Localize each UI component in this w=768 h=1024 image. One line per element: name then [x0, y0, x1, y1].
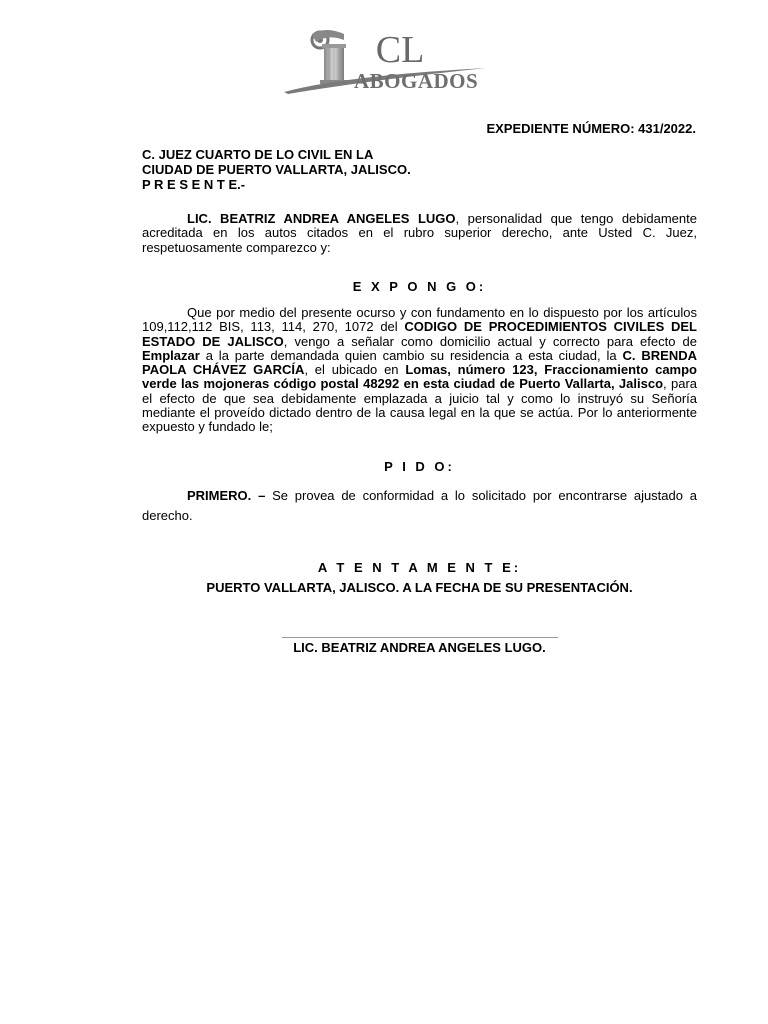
body-text: , el ubicado en [304, 362, 406, 378]
case-number: EXPEDIENTE NÚMERO: 431/2022. [486, 121, 696, 136]
addressee-line: C. JUEZ CUARTO DE LO CIVIL EN LA [142, 147, 374, 162]
closing-place: PUERTO VALLARTA, JALISCO. A LA FECHA DE SU PRESENTACIÓN. [206, 580, 633, 595]
primero-paragraph [142, 486, 697, 526]
body-bold: CODIGO DE PROCEDIMIENTOS CIVILES DEL ESTADO DE JALISCO [142, 319, 697, 349]
intro-paragraph [142, 212, 697, 255]
defendant-name: C. BRENDA PAOLA CHÁVEZ GARCÍA [142, 347, 697, 378]
addressee-line: CIUDAD DE PUERTO VALLARTA, JALISCO. [142, 162, 411, 177]
addressee-line: P R E S E N T E.- [142, 177, 246, 192]
body-text: a la parte demandada quien cambio su residencia a esta ciudad, la [199, 347, 623, 363]
body-paragraph [142, 306, 697, 435]
firm-logo [282, 28, 488, 94]
primero-text: Se provea de conformidad a lo solicitado por encontrarse ajustado a derecho. [142, 488, 698, 523]
addressee-block [142, 147, 411, 192]
signature-name: LIC. BEATRIZ ANDREA ANGELES LUGO. [293, 640, 546, 655]
primero-label: PRIMERO. – [187, 488, 266, 503]
expongo-heading: E X P O N G O: [352, 279, 487, 294]
logo-monogram: CL [375, 29, 425, 71]
defendant-address: Lomas, número 123, Fraccionamiento campo verde las mojoneras código postal 48292 en esta ciudad de Puerto Vallarta, Jalisco [142, 362, 697, 392]
body-text: Que por medio del presente ocurso y con fundamento en lo dispuesto por los artículos 109,112,112 BIS, 113, 114, 270, 1072 del [142, 305, 697, 335]
body-text: , para el efecto de que sea debidamente emplazada a juicio tal y como lo instruyó su Señoría mediante el proveído dictado dentro de la causa legal en la que se actúa. Por lo anteriormente expuesto y fundado le; [142, 376, 698, 435]
intro-text: , personalidad que tengo debidamente acreditada en los autos citados en el rubro superior derecho, ante Usted C. Juez, respetuosamente comparezco y: [142, 211, 697, 255]
body-bold: Emplazar [142, 347, 200, 363]
body-text: , vengo a señalar como domicilio actual y correcto para efecto de [283, 333, 697, 349]
logo-wordmark: ABOGADOS [354, 69, 479, 93]
pido-heading: P I D O: [384, 459, 455, 474]
closing-atentamente: A T E N T A M E N T E: [317, 560, 522, 575]
petitioner-name: LIC. BEATRIZ ANDREA ANGELES LUGO [187, 211, 456, 226]
signature-line [282, 637, 558, 638]
